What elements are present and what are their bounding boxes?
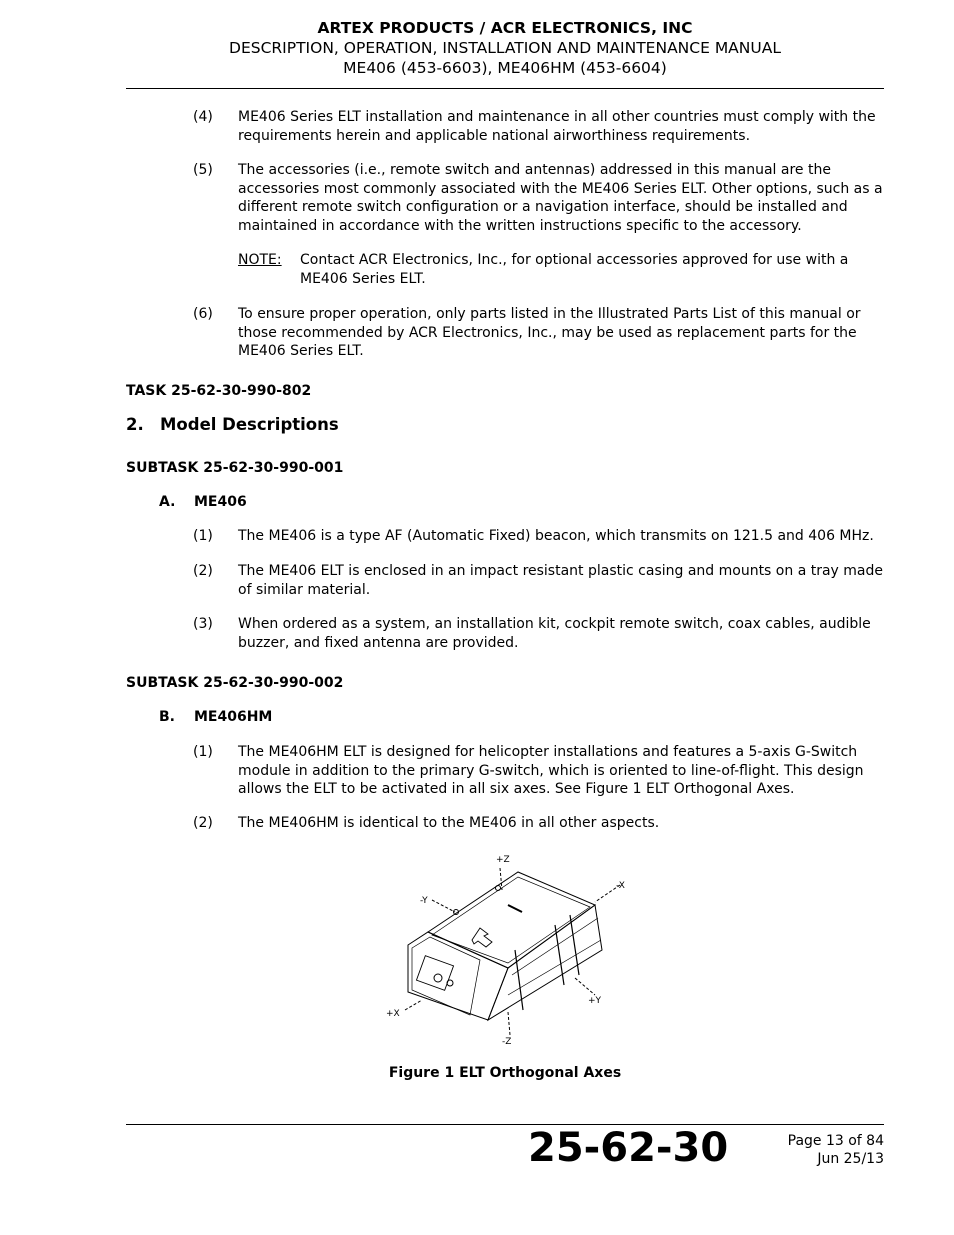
item-number: (6) [193,306,213,322]
subtask-heading: SUBTASK 25-62-30-990-002 [126,675,344,691]
note-label: NOTE: [238,252,282,268]
elt-orthogonal-axes-figure [380,850,630,1050]
page-info [740,1132,884,1168]
elt-illustration [380,850,630,1050]
axis-line-y-pos [575,978,595,995]
item-text: The ME406HM is identical to the ME406 in all other aspects. [238,815,660,831]
axis-label-nx: -X [616,881,625,891]
item-text: To ensure proper operation, only parts listed in the Illustrated Parts List of this manual or those recommended by ACR Electronics, Inc., may be used as replacement parts for the ME406 Series ELT. [238,306,861,359]
subsection-title: ME406 [194,494,247,510]
item-text: The ME406HM ELT is designed for helicopter installations and features a 5-axis G-Switch module in addition to the primary G-switch, which is oriented to line-of-flight. This design allows the ELT to be activated in all six axes. See Figure 1 ELT Orthogonal Axes. [238,744,864,797]
item-number: (2) [193,563,213,579]
document-number: 25-62-30 [528,1125,729,1171]
item-number: (3) [193,616,213,632]
header-company: ARTEX PRODUCTS / ACR ELECTRONICS, INC [317,19,693,37]
box-top-face [428,872,595,968]
item-text: The accessories (i.e., remote switch and antennas) addressed in this manual are the accessories most commonly associated with the ME406 Series ELT. Other options, such as a different remote switch configuration or a navigation interface, should be installed and maintained in accordance with the written instructions specific to the accessory. [238,162,883,234]
page-header [126,18,884,78]
task-heading: TASK 25-62-30-990-802 [126,383,312,399]
item-number: (1) [193,744,213,760]
subtask-heading: SUBTASK 25-62-30-990-001 [126,460,344,476]
item-text: The ME406 is a type AF (Automatic Fixed) beacon, which transmits on 121.5 and 406 MHz. [238,528,874,544]
note-text: Contact ACR Electronics, Inc., for optional accessories approved for use with a ME406 Series ELT. [300,252,849,287]
footer-rule [126,1124,884,1125]
axis-label-py: +Y [588,996,602,1006]
item-text: When ordered as a system, an installation kit, cockpit remote switch, coax cables, audible buzzer, and fixed antenna are provided. [238,616,871,651]
box-side-face [488,905,602,1020]
axis-label-px: +X [386,1009,400,1019]
subsection-letter: B. [159,709,175,725]
item-number: (1) [193,528,213,544]
axis-label-ny: -Y [420,896,428,906]
axis-line-y-neg [432,900,455,912]
item-number: (2) [193,815,213,831]
figure-caption: Figure 1 ELT Orthogonal Axes [388,1065,622,1081]
item-text: ME406 Series ELT installation and maintenance in all other countries must comply with the requirements herein and applicable national airworthiness requirements. [238,109,876,144]
item-text: The ME406 ELT is enclosed in an impact resistant plastic casing and mounts on a tray made of similar material. [238,563,883,598]
axis-line-z-down [508,1012,510,1035]
header-manual-title: DESCRIPTION, OPERATION, INSTALLATION AND MAINTENANCE MANUAL [229,39,781,57]
item-number: (5) [193,162,213,178]
axis-label-nz: -Z [502,1037,512,1047]
axis-label-pz: +Z [496,855,510,865]
subsection-title: ME406HM [194,709,273,725]
section-number: 2. [126,415,144,434]
revision-date: Jun 25/13 [817,1151,884,1167]
header-rule [126,88,884,89]
section-title: Model Descriptions [160,415,339,434]
axis-line-x-pos [405,1000,422,1010]
item-number: (4) [193,109,213,125]
page-number: Page 13 of 84 [787,1133,884,1149]
header-models: ME406 (453-6603), ME406HM (453-6604) [343,59,667,77]
subsection-letter: A. [159,494,176,510]
